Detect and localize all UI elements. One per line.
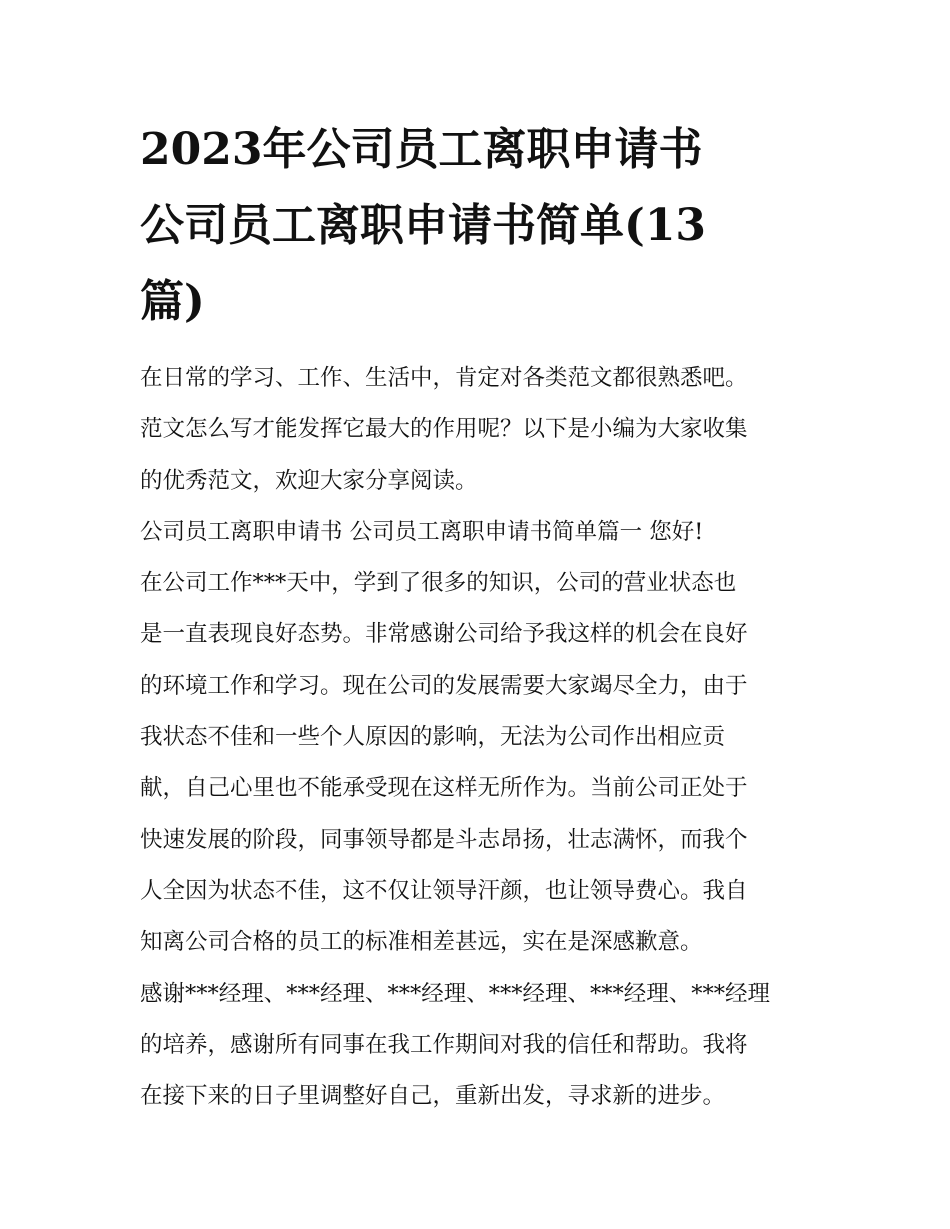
- body-line: 是一直表现良好态势。非常感谢公司给予我这样的机会在良好: [140, 621, 748, 648]
- body-line: 我状态不佳和一些个人原因的影响，无法为公司作出相应贡: [140, 724, 726, 751]
- title-line-1: 2023年公司员工离职申请书: [140, 124, 703, 175]
- document-body: [140, 353, 820, 1122]
- body-line: 在接下来的日子里调整好自己，重新出发，寻求新的进步。: [140, 1083, 726, 1110]
- body-line: 公司员工离职申请书 公司员工离职申请书简单篇一 您好!: [140, 518, 704, 545]
- body-line: 知离公司合格的员工的标准相差甚远，实在是深感歉意。: [140, 929, 703, 956]
- title-line-2: 公司员工离职申请书简单(13: [140, 200, 707, 251]
- title-line-3: 篇): [140, 276, 205, 327]
- body-line: 快速发展的阶段，同事领导都是斗志昂扬，壮志满怀，而我个: [140, 826, 748, 853]
- body-line: 感谢***经理、***经理、***经理、***经理、***经理、***经理: [140, 980, 771, 1007]
- body-line: 的培养，感谢所有同事在我工作期间对我的信任和帮助。我将: [140, 1031, 748, 1058]
- body-line: 范文怎么写才能发挥它最大的作用呢？以下是小编为大家收集: [140, 416, 748, 443]
- document-title: [140, 112, 820, 340]
- body-line: 的优秀范文，欢迎大家分享阅读。: [140, 467, 478, 494]
- body-line: 在公司工作***天中，学到了很多的知识，公司的营业状态也: [140, 570, 737, 597]
- body-line: 的环境工作和学习。现在公司的发展需要大家竭尽全力，由于: [140, 672, 748, 699]
- body-line: 献，自己心里也不能承受现在这样无所作为。当前公司正处于: [140, 775, 748, 802]
- body-line: 在日常的学习、工作、生活中，肯定对各类范文都很熟悉吧。: [140, 365, 748, 391]
- body-line: 人全因为状态不佳，这不仅让领导汗颜，也让领导费心。我自: [140, 877, 748, 904]
